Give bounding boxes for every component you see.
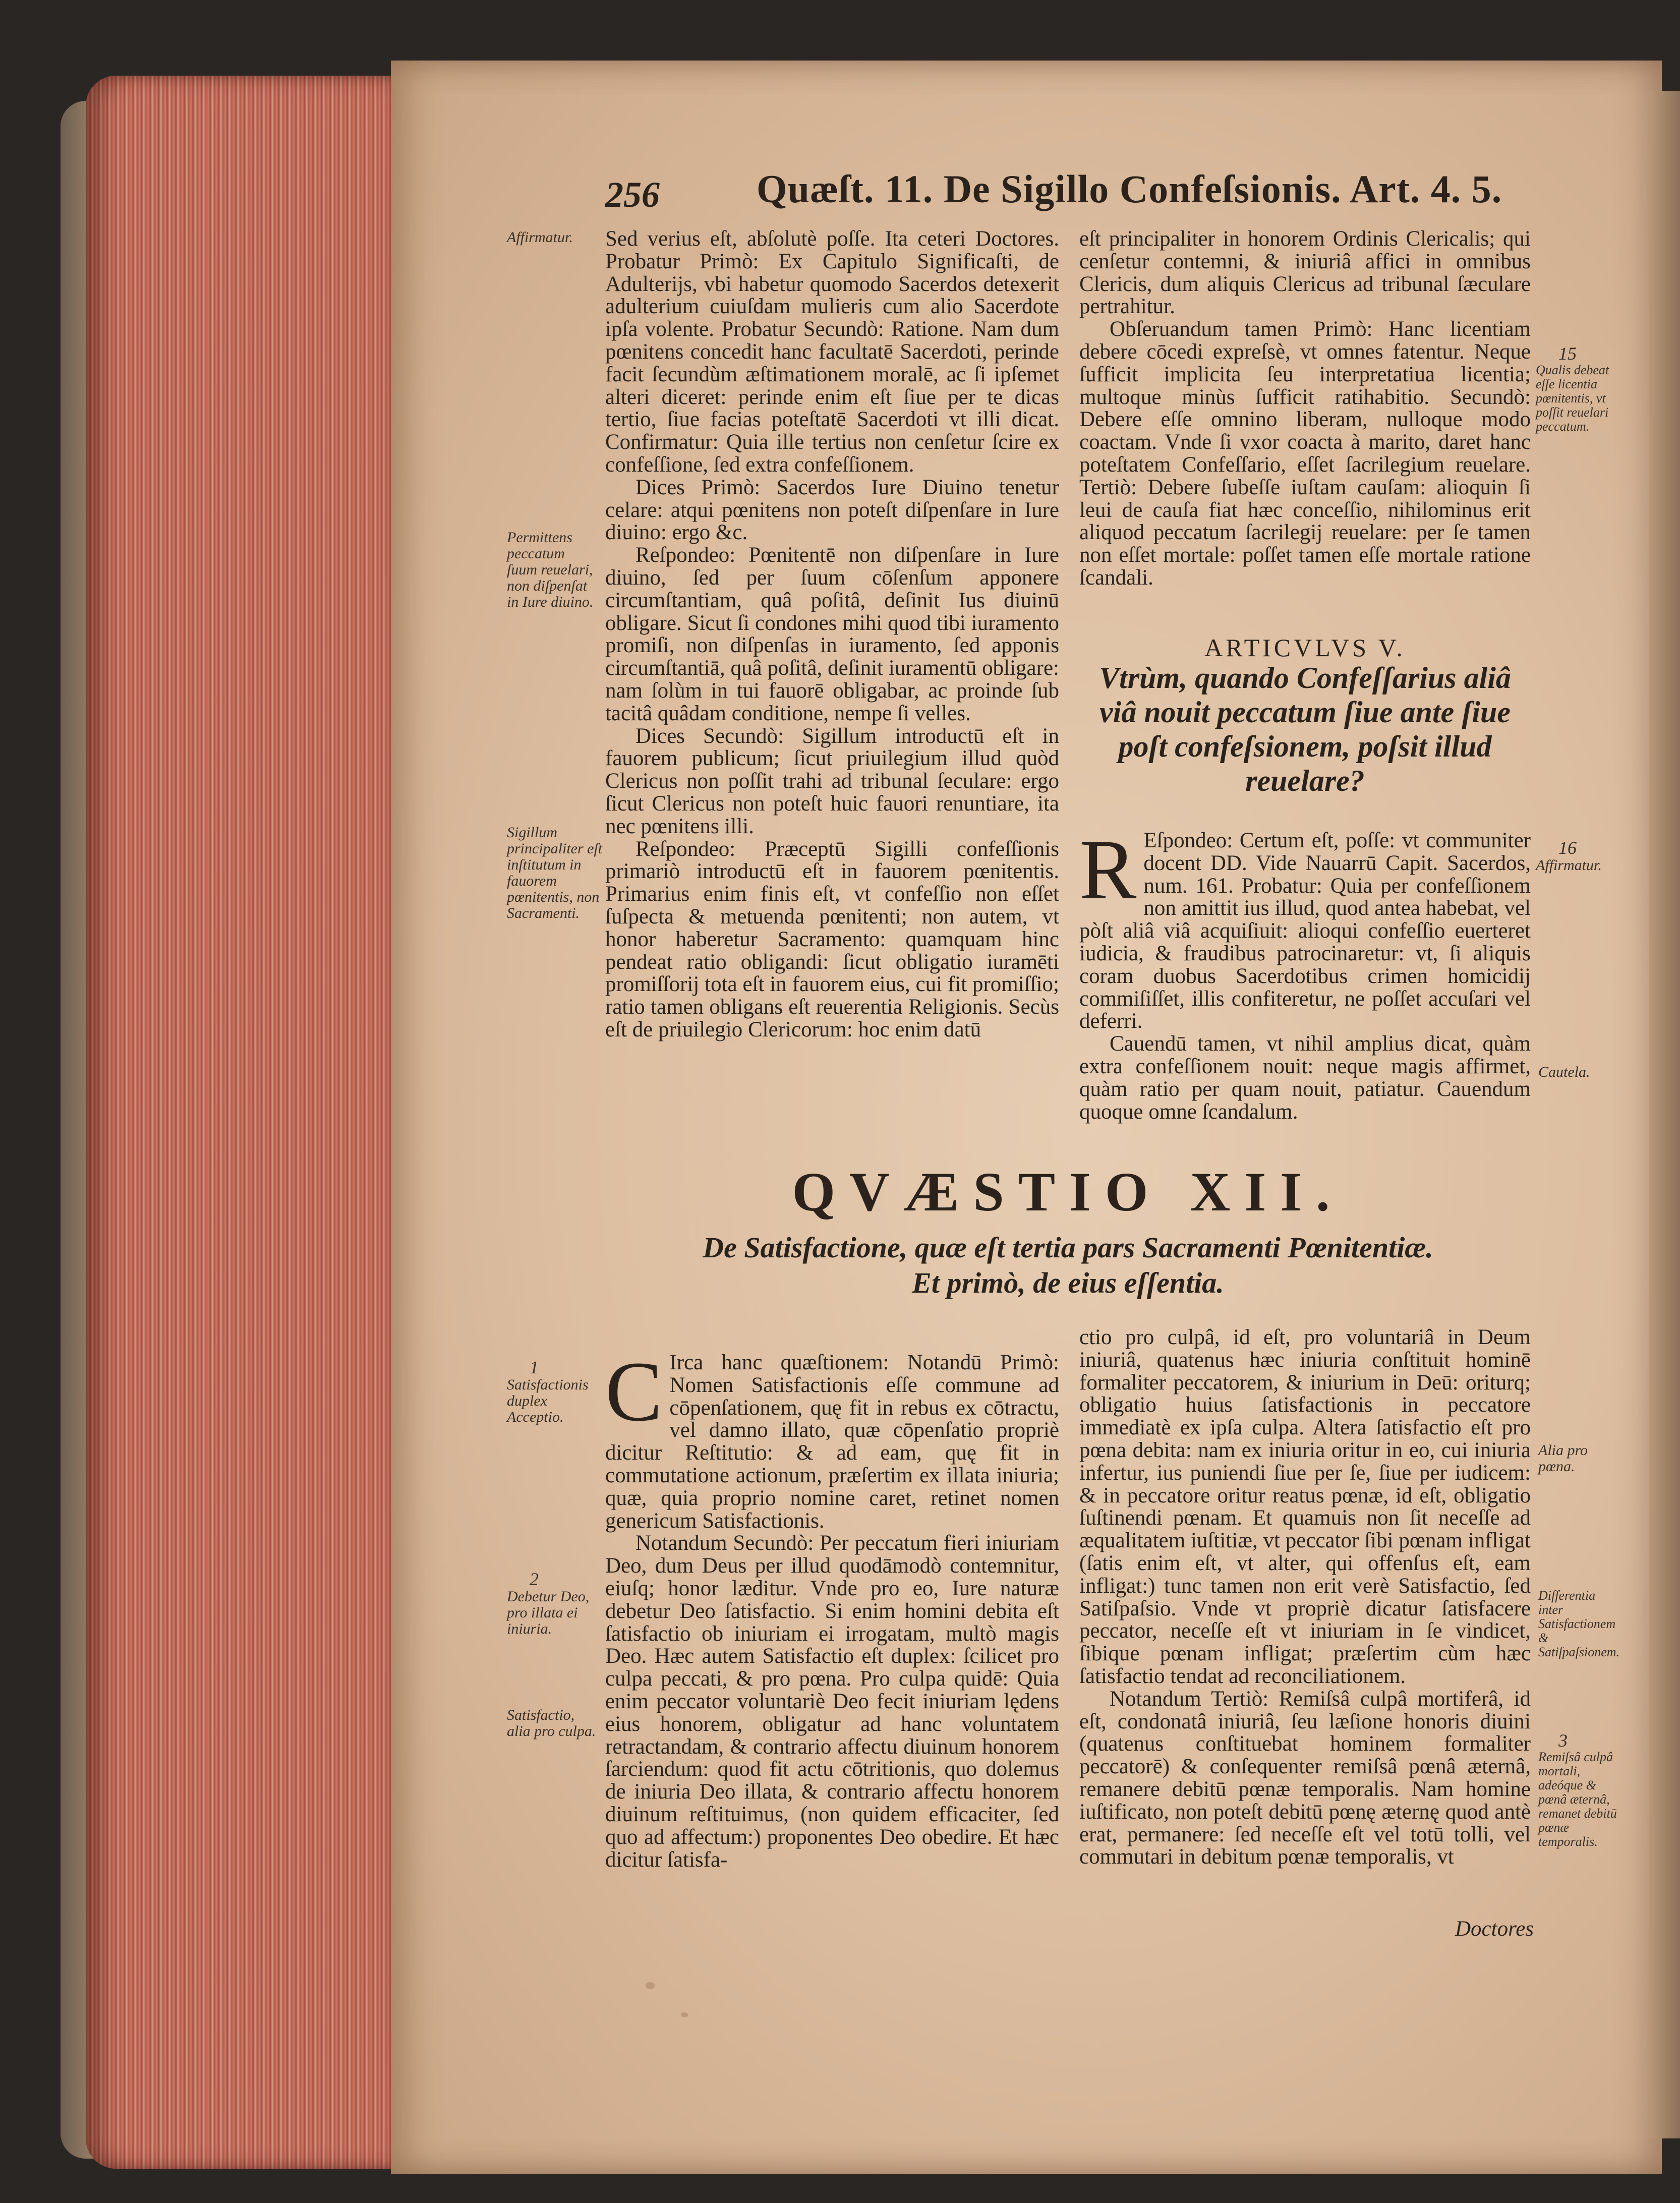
margin-note: Satisfactio, alia pro culpa. [507, 1707, 596, 1740]
paragraph: Sed verius eſt, abſolutè poſſe. Ita ceteri Doctores. Probatur Primò: Ex Capitulo Significaſti, de Adulterijs, vbi habetur quomodo Sacerdos detexerit adulterium cuiuſdam mulieris cum alio Sacerdote ipſa volente. Probatur Secundò: Ratione. Nam dum pœnitens concedit hanc facultatē Sacerdoti, perinde facit ſecundùm æſtimationem moralē, ac ſi ipſemet alteri diceret: perinde enim eſt ſiue per te dicas tertio, ſiue facias poteſtatē Sacerdoti vt illi dicat. Confirmatur: Quia ille tertius non cenſetur ſcire ex confeſſione, ſed extra confeſſionem. [605, 227, 1059, 477]
margin-note: Affirmatur. [1536, 857, 1602, 874]
margin-note: Cautela. [1538, 1064, 1590, 1080]
paragraph: Notandum Secundò: Per peccatum fieri iniuriam Deo, dum Deus per illud quodāmodò contemnitur, eiuſq; honor læditur. Vnde pro eo, Iure naturæ debetur Deo ſatisfactio. Si enim homini debita eſt ſatisfactio ob iniuriam ei irrogatam, multò magis Deo. Hæc autem Satisfactio eſt duplex: ſcilicet pro culpa peccati, & pro pœna. Pro culpa quidē: Quia enim peccator voluntariè Deo fecit iniuriam lędens eius honorem, obligatur ad hanc voluntatem retractandam, & contrario affectu diuinum honorem ſarciendum: quod fit actu cōtritionis, quo dolemus de iniuria Deo illata, & contrario affectu honorem diuinum reſtituimus, (non quidem efficaciter, ſed quo ad affectum:) proponentes Deo obedire. Et hæc dicitur ſatisfa- [605, 1531, 1059, 1872]
paragraph-text: Irca hanc quæſtionem: Notandū Primò: Nomen Satisfactionis eſſe commune ad cōpenſationem, quę fit in rebus ex cōtractu, vel damno illato, quæ cōpenſatio propriè dicitur Reſtitutio: & ad eam, quę fit in commutatione actionum, præſertim ex illata iniuria; quæ, quia proprio nomine caret, retinet nomen genericum Satisfactionis. [605, 1351, 1059, 1533]
column-right-top [1079, 228, 1531, 590]
margin-note: Satisfactionis duplex Acceptio. [507, 1376, 589, 1425]
column-left-top [605, 228, 1059, 1041]
paragraph: Dices Secundò: Sigillum introductū eſt in fauorem publicum; ſicut priuilegium illud quòd Clericus non poſſit trahi ad tribunal ſeculare: ergo ſicut Clericus non poteſt huic fauori renuntiare, ita nec pœnitens illi. [605, 724, 1059, 838]
page-number: 256 [605, 175, 660, 215]
drop-cap: C [605, 1344, 663, 1439]
margin-note: Alia pro pœna. [1538, 1442, 1588, 1475]
margin-note: Differentia inter Satisfactionem & Satiſpaſsionem. [1538, 1588, 1620, 1659]
article-body [1079, 822, 1531, 1124]
paragraph: Obſeruandum tamen Primò: Hanc licentiam debere cōcedi expreſsè, vt omnes fatentur. Neque ſufficit implicita ſeu interpretatiua licentia; multoque minùs ſufficit ratihabitio. Secundò: Debere eſſe omnino liberam, nulloque modo coactam. Vnde ſi vxor coacta à marito, daret hanc poteſtatem Confeſſario, eſſet ſacrilegium reuelare. Tertiò: Debere ſubeſſe iuſtam cauſam: alioquin ſi leui de cauſa fiat hæc conceſſio, nihilominus erit aliquod peccatum ſacrilegij reuelare: per ſe tamen non eſſet mortale: poſſet tamen eſſe mortale ratione ſcandali. [1079, 317, 1531, 590]
margin-note: Sigillum principaliter eſt inſtitutum in fauorem pœnitentis, non Sacramenti. [507, 824, 603, 921]
question-heading: QVÆSTIO XII. [792, 1161, 1344, 1223]
paragraph: eſt principaliter in honorem Ordinis Clericalis; qui cenſetur contemni, & iniuriâ affici in omnibus Clericis, dum aliquis Clericus ad tribunal ſæculare pertrahitur. [1079, 227, 1531, 319]
margin-number: 16 [1558, 838, 1577, 858]
paragraph: Notandum Tertiò: Remiſsâ culpâ mortiferâ, id eſt, condonatâ iniuriâ, ſeu læſione honoris diuini (quatenus conſtituebat hominem formaliter peccatorē) & conſequenter remiſsâ pœnâ æternâ, remanere debitū pœnæ temporalis. Nam homine iuſtificato, non poteſt debitū pœnę æternę quod antè erat, permanere: ſed neceſſe eſt vel totū tolli, vel commutari in debitum pœnæ temporalis, vt [1079, 1687, 1531, 1869]
margin-note: Affirmatur. [507, 229, 573, 246]
catchword: Doctores [1455, 1917, 1534, 1941]
facing-page-edge [1649, 91, 1680, 2138]
margin-number: 2 [530, 1569, 539, 1589]
article-question: Vtrùm, quando Confeſſarius aliâ viâ nouit peccatum ſiue ante ſiue poſt confeſsionem, poſsit illud reuelare? [1099, 661, 1511, 797]
paragraph: ctio pro culpâ, id eſt, pro voluntariâ in Deum iniuriâ, quatenus hæc iniuria conſtituit hominē formaliter peccatorem, & iniurium in Deū: oriturq; obligatio huius ſatisfactionis in peccatore immediatè ex ipſa culpa. Altera ſatisfactio eſt pro pœna debita: nam ex iniuria oritur in eo, cui iniuria infertur, ius puniendi ſiue per ſe, ſiue per iudicem: & in peccatore oritur reatus pœnæ, id eſt, obligatio ſuſtinendi pœnam. Et quamuis non ſit neceſſe ad æqualitatem iuſtitiæ, vt peccator ſibi pœnam infligat (ſatis enim eſt, vt alter, qui offenſus eſt, eam infligat:) tunc tamen non erit verè Satisfactio, ſed Satiſpaſsio. Vnde vt propriè dicatur ſatisfacere peccator, neceſſe eſt vt iniuriam in ſe vindicet, ſibique pœnam infligat; præſertim cùm hæc ſatisfactio tendat ad reconciliationem. [1079, 1325, 1531, 1688]
drop-cap: R [1079, 822, 1137, 917]
paragraph [605, 1344, 1059, 1533]
paragraph: Reſpondeo: Pœnitentē non diſpenſare in Iure diuino, ſed per ſuum cōſenſum apponere circumſtantiam, quâ poſitâ, deſinit Ius diuinū obligare. Sicut ſi condones mihi quod tibi iuramento promiſi, non diſpenſas in iuramento, ſed apponis circumſtantiā, quâ poſitâ, deſinit iuramentū obligare: nam ſolùm in tui fauorē obligabar, ac proinde ſub tacitâ quâdam conditione, nempe ſi velles. [605, 543, 1059, 725]
page-stain [681, 2012, 688, 2017]
margin-number: 3 [1558, 1730, 1568, 1751]
margin-note: Debetur Deo, pro illata ei iniuria. [507, 1588, 590, 1637]
margin-note: Qualis debeat eſſe licentia pœnitentis, vt poſſit reuelari peccatum. [1536, 363, 1609, 434]
paragraph-text: Eſpondeo: Certum eſt, poſſe: vt communiter docent DD. Vide Nauarrū Capit. Sacerdos, num. 161. Probatur: Quia per confeſſionem non amittit ius illud, quod antea habebat, vel pòſt aliâ viâ acquiſiuit: alioqui confeſſio euerteret iudicia, & fraudibus patrocinaretur: vt, ſi aliquis coram duobus Sacerdotibus crimen homicidij commiſiſſet, illis confiteretur, ne poſſet accuſari vel deferri. [1079, 829, 1531, 1033]
column-left-bottom [605, 1344, 1059, 1872]
page-stain [646, 1982, 655, 1989]
paragraph [1079, 822, 1531, 1033]
paragraph: Dices Primò: Sacerdos Iure Diuino tenetur celare: atqui pœnitens non poteſt diſpenſare in Iure diuino: ergo &c. [605, 475, 1059, 545]
red-page-edges [86, 76, 398, 2169]
running-title: Quæſt. 11. De Sigillo Confeſsionis. Art. 4. 5. [757, 167, 1502, 211]
margin-note: Permittens peccatum ſuum reuelari, non diſpenſat in Iure diuino. [507, 529, 594, 610]
column-right-bottom [1079, 1326, 1531, 1869]
margin-number: 15 [1558, 343, 1577, 364]
question-subtitle: De Satisfactione, quæ eſt tertia pars Sacramenti Pœnitentiæ. [703, 1231, 1433, 1264]
paragraph: Reſpondeo: Præceptū Sigilli confeſſionis primariò introductū eſt in fauorem pœnitentis. Primarius enim finis eſt, vt confeſſio non eſſet ſuſpecta & metuenda pœnitenti; non autem, vt honor haberetur Sacramento: quamquam hinc pendeat ratio obligandi: ſicut obligatio iuramēti promiſſorij tota eſt in fauorem eius, cui fit promiſſio; ratio tamen obligans eſt reuerentia Religionis. Secùs eſt de priuilegio Clericorum: hoc enim datū [605, 837, 1059, 1041]
question-subtitle-2: Et primò, de eius eſſentia. [912, 1266, 1224, 1299]
margin-note: Remiſsâ culpâ mortali, adeóque & pœnâ æternâ, remanet debitū pœnæ temporalis. [1538, 1750, 1617, 1849]
margin-number: 1 [530, 1357, 539, 1377]
article-heading: ARTICVLVS V. [1204, 633, 1406, 662]
paragraph: Cauendū tamen, vt nihil amplius dicat, quàm extra confeſſionem nouit: neque magis affirmet, quàm ratio per quam nouit, patiatur. Cauendum quoque omne ſcandalum. [1079, 1032, 1531, 1124]
